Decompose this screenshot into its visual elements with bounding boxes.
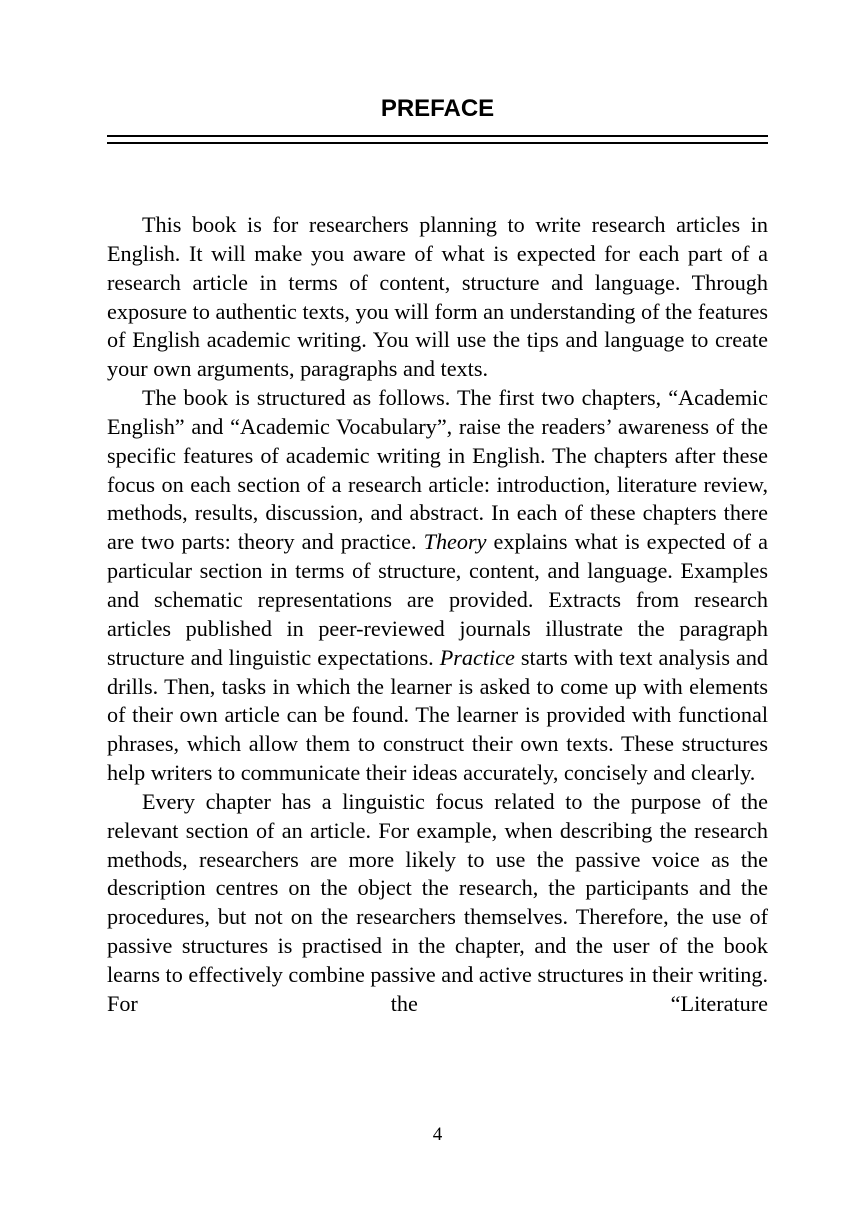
page-number: 4: [432, 1124, 443, 1145]
paragraph-2-part-2: explains what is expected of a particular section in terms of structure, content, and language. Examples and schematic representations are provided. Extracts from research articles published in peer-reviewed journals illustrate the paragraph structure and linguistic expectations.: [107, 529, 768, 670]
heading-rule-bottom: [107, 142, 768, 144]
body-text: [107, 211, 768, 1019]
paragraph-2-part-3: starts with text analysis and drills. Then, tasks in which the learner is asked to come up with elements of their own article can be found. The learner is provided with functional phrases, which allow them to construct their own texts. These structures help writers to communicate their ideas accurately, concisely and clearly.: [107, 644, 769, 786]
page-heading: PREFACE: [380, 95, 495, 122]
paragraph-2-theory-term: Theory: [423, 529, 487, 555]
paragraph-1: This book is for researchers planning to write research articles in English. It will make you aware of what is expected for each part of a research article in terms of content, structure and language. Through exposure to authentic texts, you will form an understanding of the features of English academic writing. You will use the tips and language to create your own arguments, paragraphs and texts.: [107, 212, 768, 382]
paragraph-2-part-1: The book is structured as follows. The first two chapters, “Academic English” and “Academic Vocabulary”, raise the readers’ awareness of the specific features of academic writing in English. The chapters after these focus on each section of a research article: introduction, literature review, methods, results, discussion, and abstract. In each of these chapters there are two parts: theory and practice.: [107, 385, 768, 555]
paragraph-2: [107, 384, 768, 788]
paragraph-2-practice-term: Practice: [439, 644, 515, 670]
paragraph-3: Every chapter has a linguistic focus related to the purpose of the relevant section of an article. For example, when describing the research methods, researchers are more likely to use the passive voice as the description centres on the object the research, the participants and the procedures, but not on the researchers themselves. Therefore, the use of passive structures is practised in the chapter, and the user of the book learns to effectively combine passive and active structures in their writing. For the “Literature: [107, 788, 768, 1016]
heading-rule-top: [107, 135, 768, 137]
